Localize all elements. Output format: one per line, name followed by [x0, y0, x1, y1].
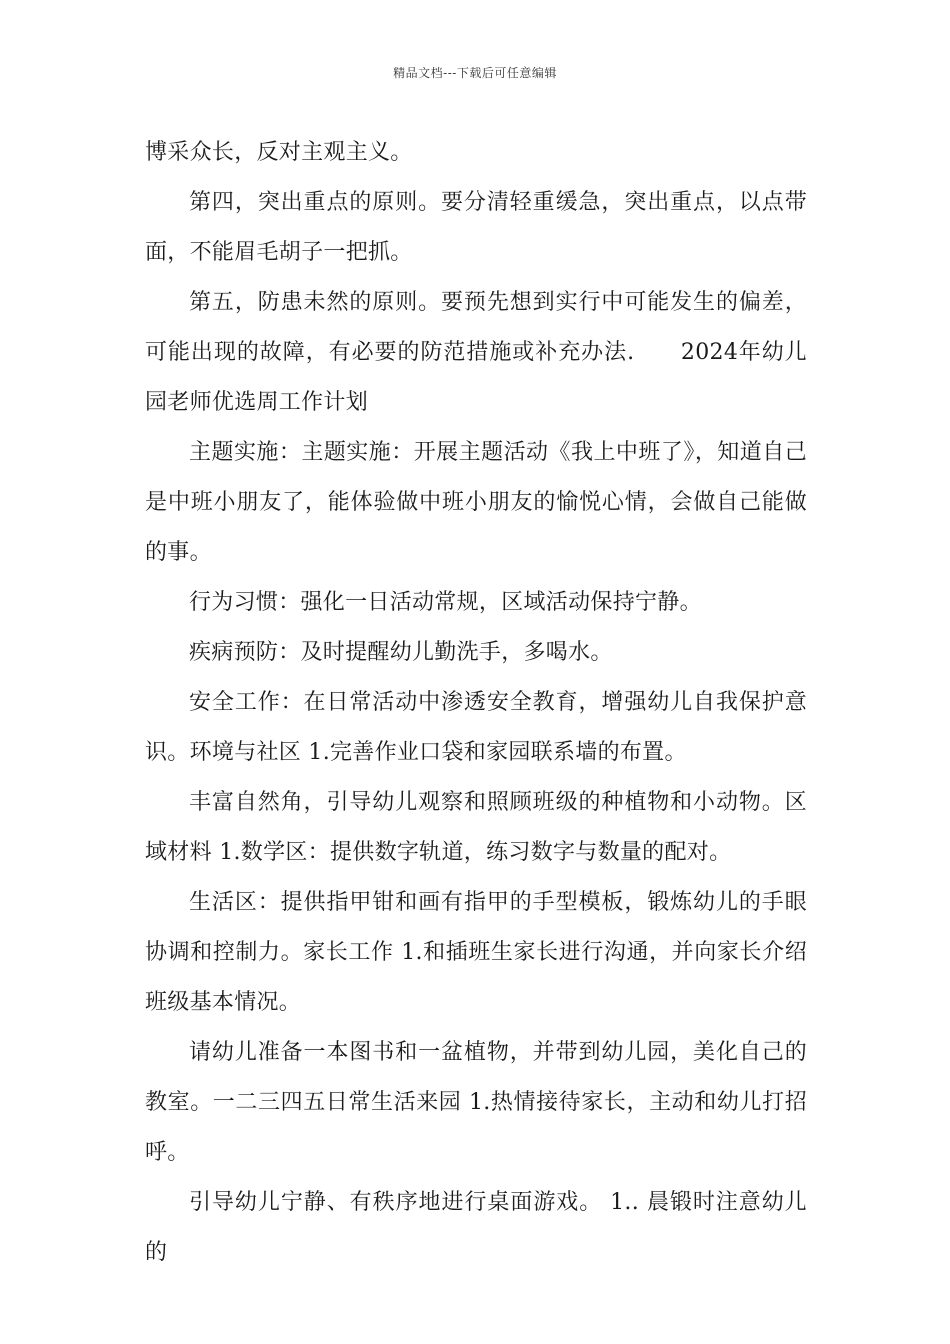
paragraph-5: 行为习惯：强化一日活动常规，区域活动保持宁静。 [189, 590, 702, 615]
paragraph-7: 安全工作：在日常活动中渗透安全教育，增强幼儿自我保护意识。环境与社区 1.完善作业口袋和家园联系墙的布置。 [145, 690, 807, 765]
paragraph-3: 第五，防患未然的原则。要预先想到实行中可能发生的偏差，可能出现的故障，有必要的防范措施或补充办法. 2024年幼儿园老师优选周工作计划 [145, 290, 807, 415]
page-header: 精品文档---下载后可任意编辑 [393, 66, 557, 80]
paragraph-6: 疾病预防：及时提醒幼儿勤洗手，多喝水。 [189, 640, 613, 665]
paragraph-9: 生活区：提供指甲钳和画有指甲的手型模板，锻炼幼儿的手眼协调和控制力。家长工作 1.和插班生家长进行沟通，并向家长介绍班级基本情况。 [145, 890, 807, 1015]
paragraph-11: 引导幼儿宁静、有秩序地进行桌面游戏。 1.. 晨锻时注意幼儿的 [145, 1190, 807, 1265]
document-body [145, 128, 807, 1278]
paragraph-1: 博采众长，反对主观主义。 [145, 140, 413, 165]
paragraph-4: 主题实施：主题实施：开展主题活动《我上中班了》，知道自己是中班小朋友了，能体验做中班小朋友的愉悦心情，会做自己能做的事。 [145, 440, 807, 565]
paragraph-8: 丰富自然角，引导幼儿观察和照顾班级的种植物和小动物。区域材料 1.数学区：提供数字轨道，练习数字与数量的配对。 [145, 790, 807, 865]
paragraph-2: 第四，突出重点的原则。要分清轻重缓急，突出重点，以点带面，不能眉毛胡子一把抓。 [145, 190, 807, 265]
paragraph-10: 请幼儿准备一本图书和一盆植物，并带到幼儿园，美化自己的教室。一二三四五日常生活来园 1.热情接待家长，主动和幼儿打招呼。 [145, 1040, 807, 1165]
